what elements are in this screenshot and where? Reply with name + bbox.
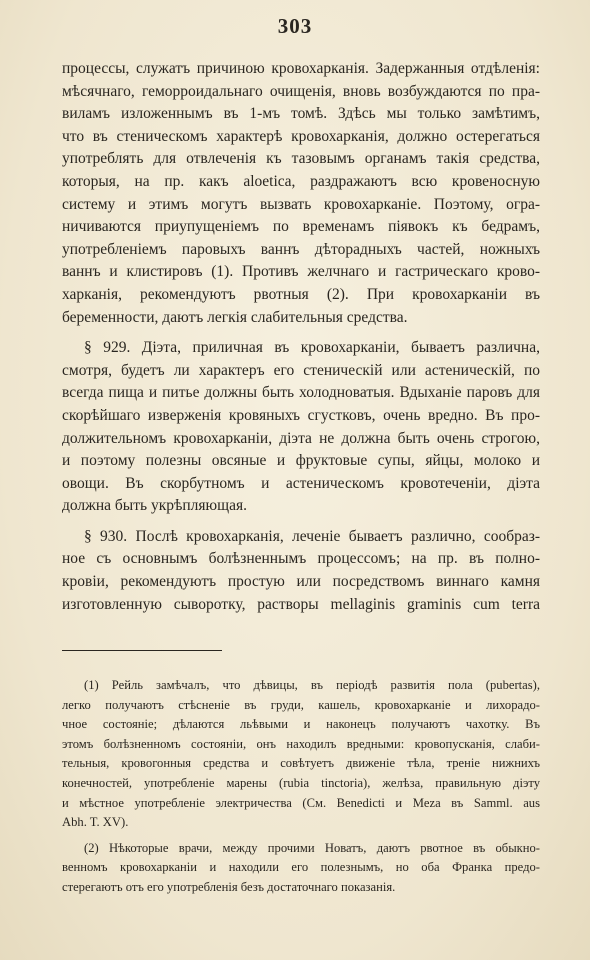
- text-line: ваннъ и клистировъ (1). Противъ желчнаго и гастрическаго крово-: [62, 263, 540, 281]
- footnote-line: чное состояніе; дѣлаются льѣвыми и наконецъ получаютъ чахотку. Въ: [62, 717, 540, 732]
- text-line: изготовленную сыворотку, растворы mellaginis graminis cum terra: [62, 595, 540, 613]
- text-line: должна быть укрѣпляющая.: [62, 497, 247, 515]
- text-line: ничиваются приупущеніемъ по временамъ піявокъ къ бедрамъ,: [62, 218, 540, 236]
- footnote-divider: [62, 650, 222, 651]
- text-line: процессы, служатъ причиною кровохарканія. Задержанныя отдѣленія:: [62, 60, 540, 77]
- text-line: употребленіемъ паровыхъ ваннъ дѣторадныхъ частей, ножныхъ: [62, 240, 540, 258]
- text-line: ное съ основнымъ болѣзненнымъ процессомъ; на пр. въ полно-: [62, 550, 540, 568]
- footnote-line: этомъ болѣзненномъ состояніи, онъ находилъ вредными: кровопусканія, слаби-: [62, 736, 540, 751]
- footnote-2: [62, 839, 540, 898]
- text-line: смотря, будетъ ли характеръ его стеническій или астеническій, по: [62, 361, 540, 379]
- text-line: § 930. Послѣ кровохарканія, леченіе бываетъ различно, сообраз-: [84, 527, 540, 545]
- paragraph-gap: [62, 518, 540, 526]
- text-line: всегда пища и питье должны быть холодноватыя. Вдыханіе паровъ для: [62, 384, 540, 402]
- footnote-line: (2) Нѣкоторые врачи, между прочими Новатъ, даютъ рвотное въ обыкно-: [84, 840, 540, 855]
- footnotes: [62, 676, 540, 898]
- page-number: 303: [277, 14, 313, 38]
- text-line: мѣсячнаго, геморроидальнаго очищенія, вновь возбуждаются по пра-: [62, 82, 540, 100]
- paragraph-section-929: [62, 337, 540, 518]
- text-line: виламъ изложеннымъ въ 1-мъ томѣ. Здѣсь мы только замѣтимъ,: [62, 105, 540, 123]
- footnote-line: (1) Рейль замѣчалъ, что дѣвицы, въ періодѣ развитія пола (pubertas),: [84, 678, 540, 692]
- text-line: кровіи, рекомендуютъ простую или посредствомъ виннаго камня: [62, 573, 540, 591]
- text-line: употреблять для отвлеченія къ тазовымъ органамъ такія средства,: [62, 150, 540, 168]
- footnote-line: и мѣстное употребленіе электричества (См. Benedicti и Meza въ Samml. aus: [62, 795, 540, 810]
- footnote-line: конечностей, употребленіе марены (rubia tinctoria), желѣза, правильную діэту: [62, 775, 540, 790]
- paragraph-section-930: [62, 526, 540, 616]
- footnote-line: Abh. T. XV).: [62, 815, 129, 830]
- text-line: харканія, рекомендуютъ рвотныя (2). При кровохарканіи въ: [62, 285, 540, 303]
- main-text: [62, 58, 540, 616]
- footnote-line: тельныя, кровогонныя средства и совѣтуетъ движеніе тѣла, треніе нижнихъ: [62, 756, 540, 771]
- text-line: и поэтому полезны овсяные и фруктовые супы, яйцы, молоко и: [62, 452, 540, 470]
- footnote-line: легко получаютъ стѣсненіе въ груди, кашель, кровохарканіе и лихорадо-: [62, 697, 540, 712]
- text-line: беременности, даютъ легкія слабительныя средства.: [62, 308, 408, 326]
- text-line: должительномъ кровохарканіи, діэта не должна быть очень строгою,: [62, 429, 540, 447]
- paragraph-conclusion: [62, 58, 540, 329]
- footnote-line: стерегаютъ отъ его употребленія безъ достаточнаго показанія.: [62, 879, 396, 894]
- paragraph-gap: [62, 329, 540, 337]
- text-line: которыя, на пр. какъ aloetica, раздражаютъ всю кровеносную: [62, 172, 540, 190]
- text-line: что въ стеническомъ характерѣ кровохарканія, должно остерегаться: [62, 127, 540, 145]
- text-line: систему и этимъ могутъ вызвать кровохарканіе. Поэтому, огра-: [62, 195, 540, 213]
- text-line: овощи. Въ скорбутномъ и астеническомъ кровотеченіи, діэта: [62, 474, 540, 492]
- footnote-line: венномъ кровохарканіи и находили его полезнымъ, но оба Франка предо-: [62, 860, 540, 875]
- text-line: скорѣйшаго изверженія кровяныхъ сгустковъ, очень вредно. Въ про-: [62, 406, 540, 424]
- text-line: § 929. Діэта, приличная въ кровохарканіи, бываетъ различна,: [84, 339, 540, 357]
- footnote-1: [62, 676, 540, 833]
